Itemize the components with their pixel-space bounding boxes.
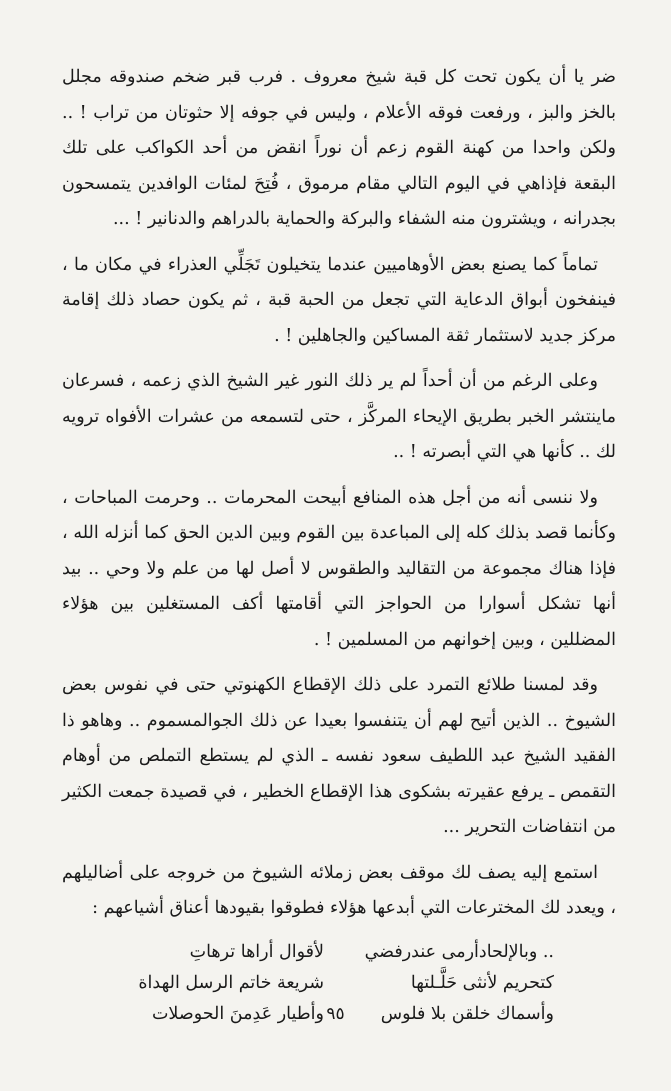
page-body (62, 60, 616, 1030)
verse-second-hemistich: وأطيار عَدِمنَ الحوصلات (151, 1003, 324, 1024)
paragraph-3: وعلى الرغم من أن أحداً لم ير ذلك النور غير الشيخ الذي زعمه ، فسرعان ماينتشر الخبر بطريق الإيحاء المركَّز ، حتى لتسمعه من عشرات الأفواه ترويه لك .. كأنها هي التي أبصرته ! .. (62, 371, 616, 462)
paragraph-5: وقد لمسنا طلائع التمرد على ذلك الإقطاع الكهنوتي حتى في نفوس بعض الشيوخ .. الذين أتيح لهم أن يتنفسوا بعيدا عن ذلك الجوالمسموم .. وهاهو ذا الفقيد الشيخ عبد اللطيف سعود نفسه ـ الذي لم يستطع التملص من أوهام التقمص ـ يرفع عقيرته بشكوى هذا الإقطاع الخطير ، في قصيدة جمعت الكثير من انتفاضات التحرير ... (62, 675, 616, 837)
paragraph-6: استمع إليه يصف لك موقف بعض زملائه الشيوخ من خروجه على أضاليلهم ، ويعدد لك المخترعات التي أبدعها هؤلاء فطوقوا بقيودها أعناق أشياعهم : (62, 862, 616, 918)
verse-second-hemistich: شريعة خاتم الرسل الهداة (138, 972, 324, 993)
poem-verse (124, 968, 554, 999)
paragraph-4: ولا ننسى أنه من أجل هذه المنافع أبيحت المحرمات .. وحرمت المباحات ، وكأنما قصد بذلك كله إلى المباعدة بين القوم وبين الدين الحق كما أنزله الله ، فإذا هناك مجموعة من التقاليد والطقوس لا أصل لها من علم ولا وحي .. بيد أنها تشكل أسوارا من الحواجز التي أقامتها أكف المستغلين بين هؤلاء المضللين ، وبين إخوانهم من المسلمين ! . (62, 487, 616, 650)
poem-verse (124, 937, 554, 968)
verse-first-hemistich: كتحريم لأنثى حَلَّـلتها (410, 972, 554, 993)
verse-first-hemistich: .. وبالإلحادأرمى عندرفضي (364, 941, 554, 962)
paragraph-1: ضر يا أن يكون تحت كل قبة شيخ معروف . فرب قبر ضخم صندوقه مجلل بالخز والبز ، ورفعت فوقه الأعلام ، وليس في جوفه إلا حثوتان من تراب ! .. ولكن واحدا من كهنة القوم زعم أن نوراً انقض من أحد الكواكب على تلك البقعة فإذاهي في اليوم التالي مقام مرموق ، فُتِحَ لمئات الوافدين يتمسحون بجدرانه ، ويشترون منه الشفاء والبركة والحماية بالدراهم والدنانير ! ... (62, 67, 616, 229)
verse-first-hemistich: وأسماك خلقن بلا فلوس (380, 1003, 554, 1024)
verse-second-hemistich: لأقوال أراها ترهاتِ (189, 941, 324, 962)
page-number: ٩٥ (326, 1004, 345, 1024)
paragraph-2: تماماً كما يصنع بعض الأوهاميين عندما يتخيلون تَجَلِّي العذراء في مكان ما ، فينفخون أبواق الدعاية التي تجعل من الحبة قبة ، ثم يكون حصاد ذلك إقامة مركز جديد لاستثمار ثقة المساكين والجاهلين ! . (62, 254, 616, 346)
